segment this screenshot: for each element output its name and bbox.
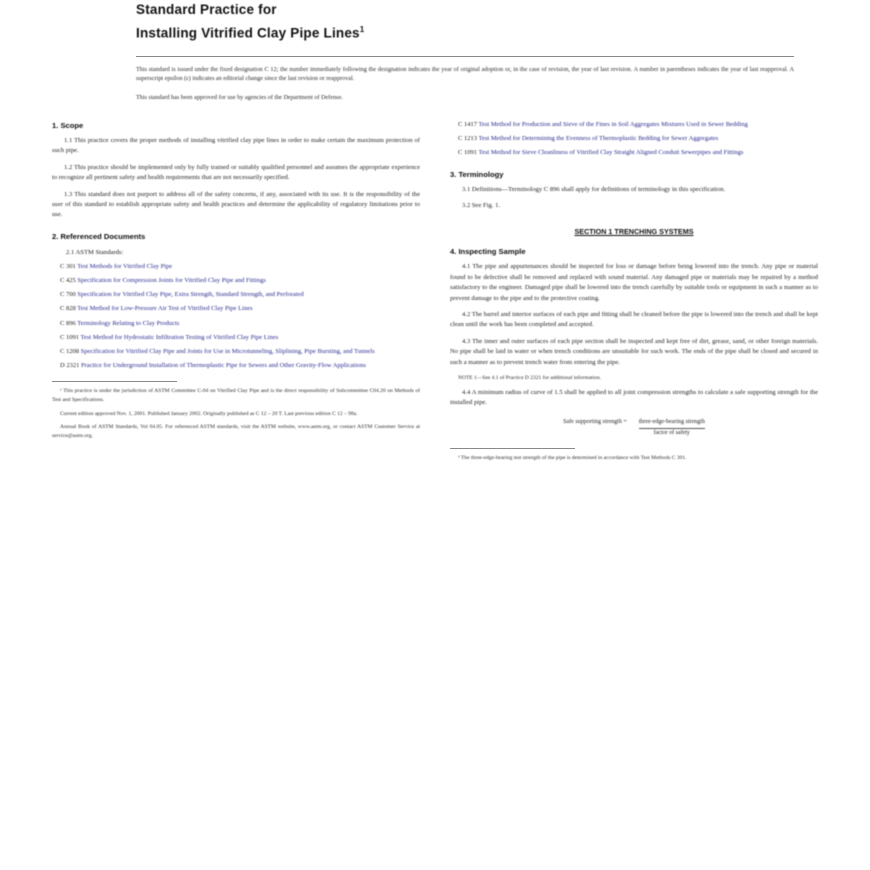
title-footnote-mark: 1 bbox=[359, 25, 365, 34]
reference-number: C 828 bbox=[60, 305, 76, 313]
reference-item[interactable] bbox=[450, 134, 818, 144]
reference-item[interactable] bbox=[52, 276, 420, 286]
page-title bbox=[136, 0, 794, 44]
reference-number: C 1213 bbox=[458, 135, 477, 143]
equation-denominator: factor of safety bbox=[653, 430, 690, 437]
reference-title: Test Method for Hydrostatic Infiltration Testing of Vitrified Clay Pipe Lines bbox=[80, 333, 279, 341]
terminology-paragraph: 3.2 See Fig. 1. bbox=[462, 202, 501, 210]
reference-item[interactable] bbox=[450, 148, 818, 158]
terminology-paragraph: 3.1 Definitions—Terminology C 896 shall apply for definitions of terminology in this specification. bbox=[462, 185, 726, 193]
reference-title: Test Method for Determining the Evenness of Thermoplastic Bedding for Sewer Aggregates bbox=[478, 135, 719, 143]
reference-item[interactable] bbox=[52, 290, 420, 300]
reference-title: Test Method for Production and Sieve of the Fines in Soil Aggregates Mixtures Used in Sewer Bedding bbox=[478, 121, 748, 128]
footnote: ² The three-edge-bearing test strength of the pipe is determined in accordance with Test Methods C 301. bbox=[458, 455, 687, 462]
left-column bbox=[52, 120, 420, 468]
inspecting-paragraph: 4.3 The inner and outer surfaces of each pipe section shall be inspected and kept free of dirt, grease, sand, or other foreign materials. No pipe shall be laid in water or when trench conditions are unsuitable for such work. The ends of the pipe shall be closed and secured in such a manner as to prevent trench water from entering the pipe. bbox=[450, 337, 818, 366]
reference-number: C 896 bbox=[60, 319, 76, 327]
reference-number: D 2321 bbox=[60, 362, 80, 370]
note-text: NOTE 1—See 4.1 of Practice D 2321 for additional information. bbox=[458, 375, 602, 382]
reference-item[interactable] bbox=[450, 120, 818, 130]
equation-fraction bbox=[639, 418, 705, 438]
equation-numerator: three-edge-bearing strength bbox=[639, 418, 705, 429]
footnote-divider bbox=[450, 448, 575, 449]
reference-title: Terminology Relating to Clay Products bbox=[77, 319, 180, 327]
reference-title: Specification for Vitrified Clay Pipe and Joints for Use in Microtunneling, Sliplining, Pipe Bursting, and Tunnels bbox=[80, 348, 375, 356]
reference-title: Specification for Compression Joints for Vitrified Clay Pipe and Fittings bbox=[77, 277, 266, 285]
section-heading-referenced-documents: 2. Referenced Documents bbox=[52, 231, 146, 241]
reference-number: C 301 bbox=[60, 262, 76, 270]
standard-designation-note: This standard is issued under the fixed designation C 12; the number immediately following the designation indicates the year of original adoption or, in the case of revision, the year of last revision. A number in parentheses indicates the year of last reapproval. A superscript epsilon (ε) indicates an editorial change since the last revision or reapproval. bbox=[136, 65, 794, 82]
reference-title: Test Methods for Vitrified Clay Pipe bbox=[77, 262, 173, 270]
header-divider bbox=[136, 56, 794, 57]
reference-item[interactable] bbox=[52, 347, 420, 357]
astm-standards-subheading: 2.1 ASTM Standards: bbox=[66, 248, 124, 256]
reference-number: C 1091 bbox=[458, 149, 477, 157]
title-line-1: Standard Practice for bbox=[136, 2, 277, 17]
reference-title: Specification for Vitrified Clay Pipe, Extra Strength, Standard Strength, and Perforated bbox=[77, 291, 304, 299]
equation-label: Safe supporting strength = bbox=[563, 419, 627, 426]
reference-number: C 425 bbox=[60, 277, 76, 285]
reference-number: C 1208 bbox=[60, 348, 79, 356]
reference-number: C 1417 bbox=[458, 121, 477, 128]
footnote: ¹ This practice is under the jurisdiction of ASTM Committee C-04 on Vitrified Clay Pipe and is the direct responsibility of Subcommittee C04.20 on Methods of Test and Specifications. bbox=[52, 388, 420, 404]
reference-item[interactable] bbox=[52, 333, 420, 343]
dod-approval-note: This standard has been approved for use by agencies of the Department of Defense. bbox=[136, 93, 343, 101]
scope-paragraph: 1.3 This standard does not purport to address all of the safety concerns, if any, associated with its use. It is the responsibility of the user of this standard to establish appropriate safety and health practices and determine the applicability of regulatory limitations prior to use. bbox=[52, 190, 420, 219]
reference-number: C 700 bbox=[60, 291, 76, 299]
footnote-divider bbox=[52, 381, 177, 382]
inspecting-paragraph: 4.1 The pipe and appurtenances should be inspected for loss or damage before being lowered into the trench. Any pipe or material found to be defective shall be removed and replaced with sound material. Any damaged pipe or materials may be repaired by a method satisfactory to the engineer. Damaged pipe shall be lowered into the trench carefully by suitable tools or equipment in such a manner as to prevent damage to the pipe and to the protective coating. bbox=[450, 263, 818, 302]
reference-item[interactable] bbox=[52, 319, 420, 329]
reference-title: Test Method for Low-Pressure Air Test of Vitrified Clay Pipe Lines bbox=[77, 305, 253, 313]
scope-paragraph: 1.2 This practice should be implemented only by fully trained or suitably qualified personnel and assumes the appropriate experience to recognize all pertinent safety and health requirements that are not necessarily specified. bbox=[52, 163, 420, 182]
reference-item[interactable] bbox=[52, 361, 420, 371]
body-columns bbox=[40, 120, 830, 468]
reference-title: Test Method for Sieve Cleanliness of Vitrified Clay Straight Aligned Conduit Sewerpipes and Fittings bbox=[478, 149, 744, 157]
inspecting-paragraph: 4.2 The barrel and interior surfaces of each pipe and fitting shall be cleaned before the pipe is lowered into the trench and shall be kept clean until the work has been completed and accepted. bbox=[450, 311, 818, 329]
section-divider-heading: SECTION 1 TRENCHING SYSTEMS bbox=[574, 227, 694, 237]
right-column bbox=[450, 120, 818, 468]
reference-number: C 1091 bbox=[60, 333, 79, 341]
section-heading-scope: 1. Scope bbox=[52, 121, 84, 130]
section-heading-inspecting-sample: 4. Inspecting Sample bbox=[450, 247, 526, 257]
document-header bbox=[40, 0, 830, 102]
closing-paragraph: 4.4 A minimum radius of curve of 1.5 shall be applied to all joint compression strengths to calculate a safe supporting strength for the installed pipe. bbox=[450, 388, 818, 407]
footnote: Annual Book of ASTM Standards, Vol 04.05. For referenced ASTM standards, visit the ASTM website, www.astm.org, or contact ASTM Customer Service at service@astm.org. bbox=[52, 424, 420, 439]
footnote: Current edition approved Nov. 1, 2001. Published January 2002. Originally published as C 12 – 20 T. Last previous edition C 12 – 98a. bbox=[60, 410, 358, 417]
scope-paragraph: 1.1 This practice covers the proper methods of installing vitrified clay pipe lines in order to make certain the maximum protection of such pipe. bbox=[52, 137, 420, 155]
title-line-2: Installing Vitrified Clay Pipe Lines bbox=[136, 25, 360, 41]
reference-item[interactable] bbox=[52, 304, 420, 314]
reference-item[interactable] bbox=[52, 262, 420, 272]
equation-block bbox=[450, 418, 818, 438]
reference-title: Practice for Underground Installation of Thermoplastic Pipe for Sewers and Other Gravity-Flow Applications bbox=[80, 362, 366, 370]
section-heading-terminology: 3. Terminology bbox=[450, 169, 504, 179]
